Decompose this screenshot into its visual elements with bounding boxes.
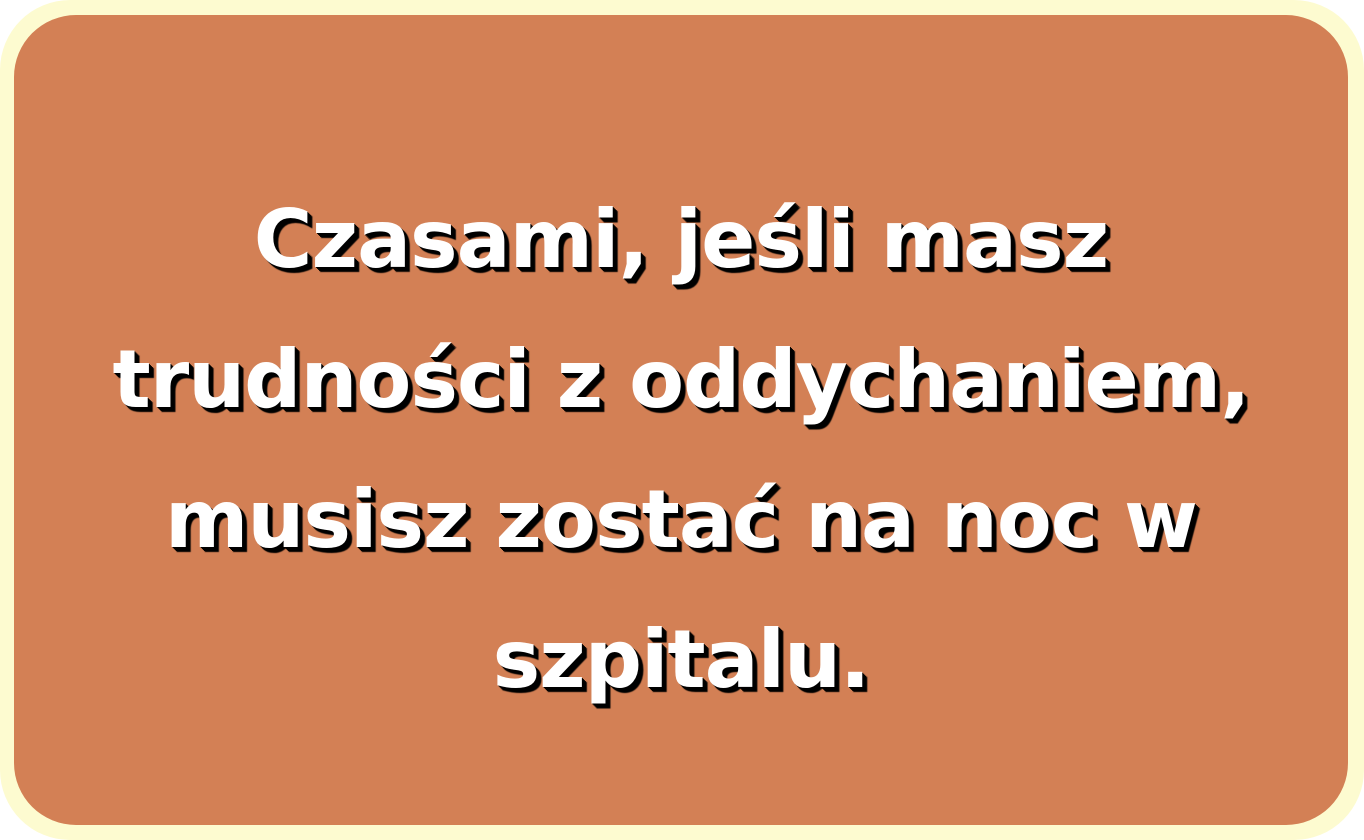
slide-card — [14, 15, 1348, 825]
slide-text: Czasami, jeśli masz trudności z oddychaniem, musisz zostać na noc w szpitalu. — [112, 193, 1250, 706]
